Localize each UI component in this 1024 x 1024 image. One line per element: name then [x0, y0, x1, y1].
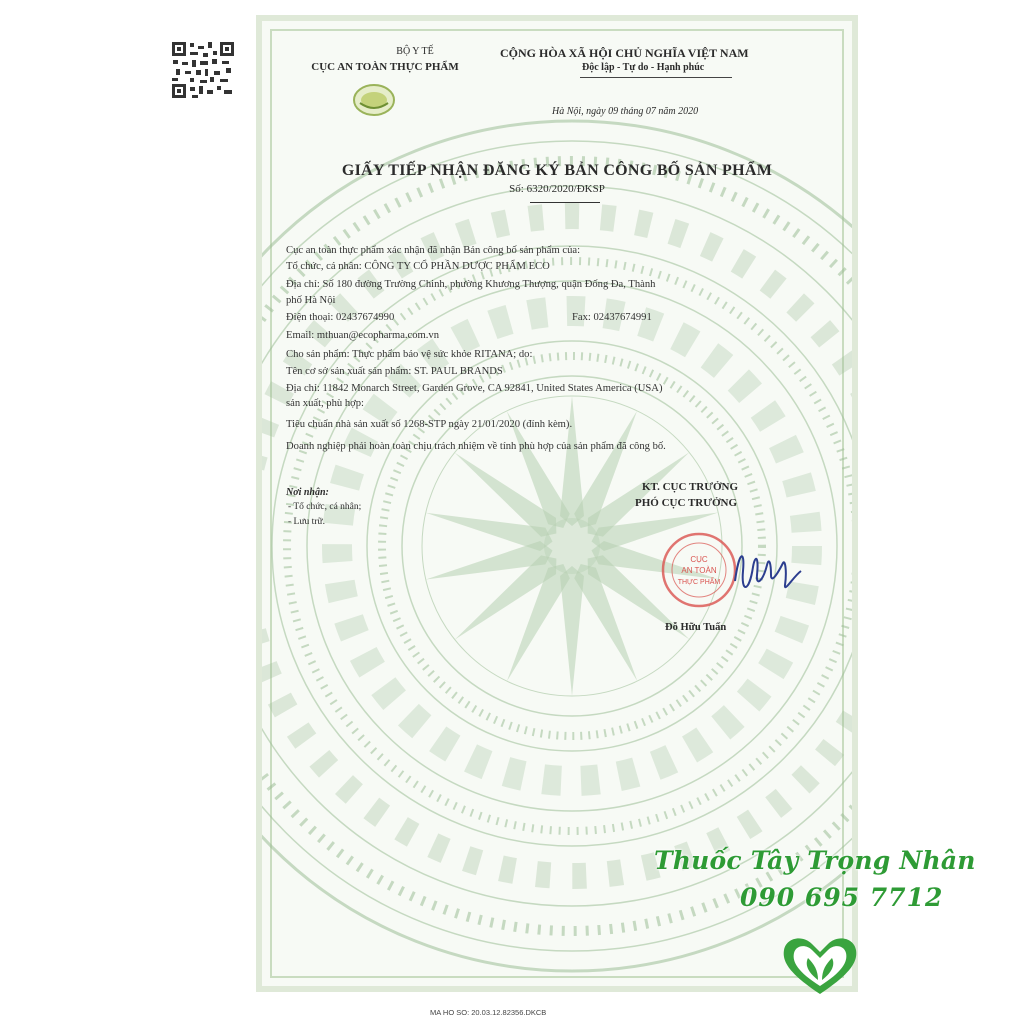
handwritten-signature: [727, 541, 809, 601]
department-name: CỤC AN TOÀN THỰC PHẨM: [311, 61, 459, 73]
issue-date: Hà Nội, ngày 09 tháng 07 năm 2020: [552, 106, 699, 117]
republic-title: CỘNG HÒA XÃ HỘI CHỦ NGHĨA VIỆT NAM: [500, 46, 749, 60]
body-responsibility: Doanh nghiệp phải hoàn toàn chịu trách nhiệm về tính phù hợp của sản phẩm đã công bố.: [286, 441, 666, 452]
body-address-line2: phố Hà Nội: [286, 295, 336, 306]
shop-phone-watermark: 090 695 7712: [740, 883, 944, 912]
dossier-code: MA HO SO: 20.03.12.82356.DKCB: [430, 1008, 547, 1017]
body-mfr-address-line1: Địa chỉ: 11842 Monarch Street, Garden Grove, CA 92841, United States America (USA): [286, 383, 663, 394]
qr-code: [170, 40, 236, 100]
body-organization: Tổ chức, cá nhân: CÔNG TY CỔ PHẦN DƯỢC PHẨM ECO: [286, 261, 550, 272]
signature-title-line1: KT. CỤC TRƯỞNG: [642, 481, 739, 493]
stamp-text: AN TOÀN: [681, 566, 717, 575]
body-manufacturer: Tên cơ sở sản xuất sản phẩm: ST. PAUL BRANDS: [286, 366, 503, 377]
body-product: Cho sản phẩm: Thực phẩm bảo vệ sức khỏe RITANA; do:: [286, 349, 533, 360]
pharmacy-heart-logo-icon: [780, 934, 860, 998]
food-safety-logo-icon: [352, 83, 396, 117]
stamp-text: CỤC: [690, 555, 708, 564]
shop-name-watermark: Thuốc Tây Trọng Nhân: [654, 846, 976, 875]
number-underline: [530, 202, 600, 203]
stamp-text: THỰC PHẨM: [677, 579, 721, 586]
recipient-item: - Tổ chức, cá nhân;: [288, 502, 362, 512]
signature-title-line2: PHÓ CỤC TRƯỞNG: [635, 497, 738, 509]
body-mfr-address-line2: sản xuất, phù hợp:: [286, 398, 364, 409]
body-email: Email: mthuan@ecopharma.com.vn: [286, 330, 440, 341]
body-phone: Điện thoại: 02437674990: [286, 312, 395, 323]
recipients-title: Nơi nhận:: [286, 487, 329, 498]
document-title: GIẤY TIẾP NHẬN ĐĂNG KÝ BẢN CÔNG BỐ SẢN PHẨM: [341, 162, 773, 179]
recipient-item: - Lưu trữ.: [288, 517, 325, 527]
body-address-line1: Địa chỉ: Số 180 đường Trường Chinh, phường Khương Thượng, quận Đống Đa, Thành: [286, 279, 656, 290]
document-number: Số: 6320/2020/ĐKSP: [509, 183, 605, 195]
ministry-name: BỘ Y TẾ: [396, 46, 434, 57]
motto-underline: [580, 77, 732, 78]
body-standard: Tiêu chuẩn nhà sản xuất số 1268-STP ngày 21/01/2020 (đính kèm).: [286, 419, 573, 430]
body-fax: Fax: 02437674991: [572, 312, 652, 323]
national-motto: Độc lập - Tự do - Hạnh phúc: [582, 62, 705, 73]
signer-name: Đỗ Hữu Tuấn: [665, 622, 727, 633]
body-intro: Cục an toàn thực phẩm xác nhận đã nhận Bản công bố sản phẩm của:: [286, 245, 581, 256]
